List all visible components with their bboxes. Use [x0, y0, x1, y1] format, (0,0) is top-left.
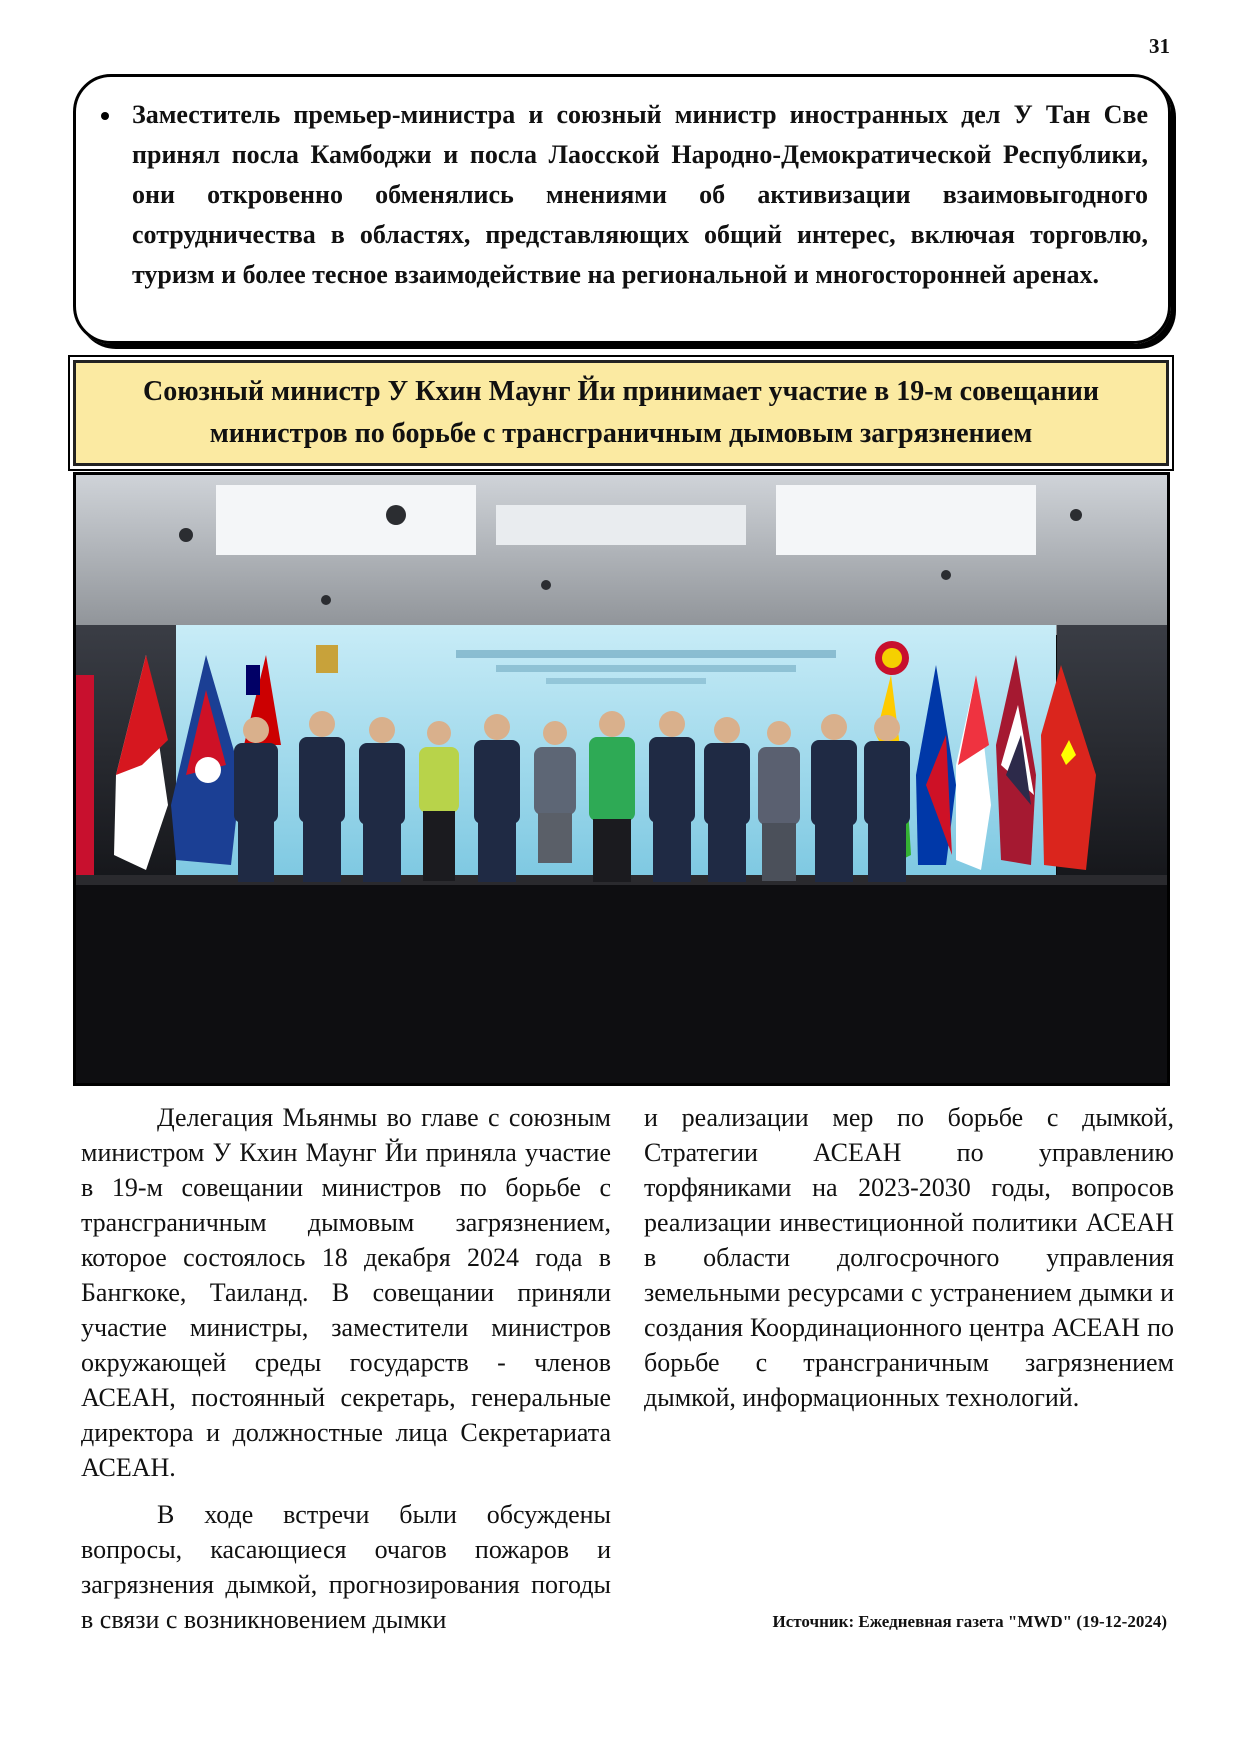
article-paragraph-1: Делегация Мьянмы во главе с союзным министром У Кхин Маунг Йи приняла участие в 19-м совещании министров по борьбе с трансграничным дымовым загрязнением, которое состоялось 18 декабря 2024 года в Бангкоке, Таиланд. В совещании приняли участие министры, заместители министров окружающей среды государств - членов АСЕАН, постоянный секретарь, генеральные директора и должностные лица Секретариата АСЕАН. [81, 1103, 611, 1482]
meeting-group-photo [73, 472, 1170, 1086]
article-paragraph-3: и реализации мер по борьбе с дымкой, Стратегии АСЕАН по управлению торфяниками на 2023-2030 годы, вопросов реализации инвестиционной политики АСЕАН в области долгосрочного управления земельными ресурсами с устранением дымки и создания Координационного центра АСЕАН по борьбе с трансграничным загрязнением дымкой, информационных технологий. [644, 1103, 1174, 1412]
page-number: 31 [1149, 34, 1170, 58]
bullet-text: Заместитель премьер-министра и союзный министр иностранных дел У Тан Све принял посла Камбоджи и посла Лаосской Народно-Демократической Республики, они откровенно обменялись мнениями об активизации взаимовыгодного сотрудничества в областях, представляющих общий интерес, включая торговлю, туризм и более тесное взаимодействие на региональной и многосторонней аренах. [132, 100, 1148, 289]
article-column-right [644, 1100, 1174, 1415]
news-bullet-box [73, 74, 1171, 344]
article-headline [143, 371, 1099, 455]
source-attribution: Источник: Ежедневная газета "MWD" (19-12-2024) [772, 1612, 1167, 1631]
article-headline-box [73, 360, 1169, 466]
bullet-dot-icon [101, 112, 109, 120]
article-column-left [81, 1100, 611, 1637]
article-paragraph-2: В ходе встречи были обсуждены вопросы, касающиеся очагов пожаров и загрязнения дымкой, прогнозирования погоды в связи с возникновением дымки [81, 1500, 611, 1634]
headline-line-1: Союзный министр У Кхин Маунг Йи принимает участие в 19-м совещании [143, 376, 1099, 407]
headline-line-2: министров по борьбе с трансграничным дымовым загрязнением [209, 418, 1033, 449]
